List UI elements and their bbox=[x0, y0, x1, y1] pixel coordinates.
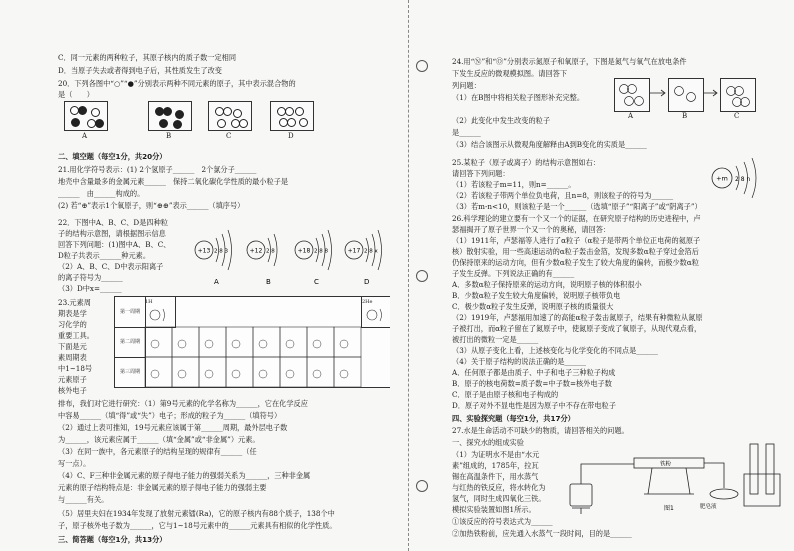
q23-line-6: 写一点）。 bbox=[58, 459, 91, 468]
q20-box-b bbox=[148, 101, 192, 131]
element-atom-sketch bbox=[340, 370, 348, 378]
q25-shells: 2 8 n bbox=[735, 176, 751, 183]
q22-line-5: （2）A、B、C、D中表示阳离子 bbox=[58, 262, 164, 271]
element-atom-sketch bbox=[286, 370, 294, 378]
q20-stem-cont: 是（ ） bbox=[58, 90, 94, 99]
element-atom-sketch bbox=[232, 340, 240, 348]
q22-shells-d: 2 8 x bbox=[364, 248, 378, 255]
q25-line-2: 请回答下列问题： bbox=[452, 169, 510, 178]
q23-line-3: （2）通过上表可推知，19号元素应该属于第______周期，最外层电子数 bbox=[58, 423, 288, 432]
element-atom-sketch bbox=[313, 340, 321, 348]
element-atom-sketch bbox=[178, 340, 186, 348]
q23-intro-6: 素周期表 bbox=[58, 353, 87, 362]
q23-intro-2: 期表是学 bbox=[58, 309, 87, 318]
q26-line-8: 子被打出，而α粒子留在了氮原子中，使氮原子变成了氧原子，从现代观点看， bbox=[452, 324, 702, 333]
element-atom-sketch bbox=[151, 340, 159, 348]
left-column bbox=[58, 0, 390, 551]
q23-intro-3: 习化学的 bbox=[58, 320, 87, 329]
q25-line-3: （1）若该粒子m=11，则n=______。 bbox=[452, 180, 576, 189]
q25-line-5: （3）若m-n<10，则该粒子是一个______（选填“原子”“阳离子”或“阴离子”） bbox=[452, 202, 702, 211]
q26-option-b: B．少数α粒子发生较大角度偏转，说明原子核带负电 bbox=[452, 291, 621, 300]
q22-line-3: 回答下列问题：(1)图中A、B、C、 bbox=[58, 240, 171, 249]
q23-intro-8: 元素原子 bbox=[58, 375, 87, 384]
q22-line-7: （3）D中x=______ bbox=[58, 284, 122, 293]
q26-line-6: 子发生反弹。下列说法正确的有______ bbox=[452, 269, 575, 278]
q24-line-4: （1）在B图中将相关粒子图形补充完整。 bbox=[452, 93, 585, 102]
element-atom-sketch bbox=[151, 370, 159, 378]
q25-line-1: 25.某粒子（原子或离子）的结构示意图如右： bbox=[452, 158, 600, 167]
q24-box-b bbox=[668, 78, 704, 112]
q26-opt2-b: B．原子的核电荷数=质子数=中子数=核外电子数 bbox=[452, 379, 612, 388]
q23-line-9: 与______有关。 bbox=[58, 495, 109, 504]
q21-line-1: 21.用化学符号表示：(1) 2个氢原子______ 2个氯分子______ bbox=[58, 165, 257, 174]
q26-opt2-c: C．原子是由原子核和电子构成的 bbox=[452, 390, 559, 399]
q26-option-c: C．极少数α粒子发生反弹，说明原子核的质量很大 bbox=[452, 302, 614, 311]
q21-line-4: (2) 若“⊕”表示1个氧原子，则“⊕⊕”表示______（填序号） bbox=[58, 201, 245, 210]
q24-line-3: 列问题： bbox=[452, 81, 481, 90]
q26-opt2-a: A．任何原子都是由质子、中子和电子三种粒子构成 bbox=[452, 368, 616, 377]
q26-line-2: 瑟福揭开了原子世界一个又一个的奥秘，请回答： bbox=[452, 225, 611, 234]
q26-option-a: A．多数α粒子保持原来的运动方向，说明原子核的体积很小 bbox=[452, 280, 642, 289]
q22-atom-a bbox=[195, 230, 232, 286]
element-atom-sketch bbox=[259, 340, 267, 348]
q22-line-2: 子的结构示意图，请根据图示信息 bbox=[58, 229, 166, 238]
arrow-icon bbox=[649, 88, 668, 98]
right-column bbox=[452, 0, 788, 551]
q23-intro-5: 下面是元 bbox=[58, 342, 87, 351]
q19-option-d: D．当原子失去或者得到电子后，其性质发生了改变 bbox=[58, 66, 222, 75]
q26-line-7: （2）1919年，卢瑟福用加速了的高能α粒子轰击氮原子，结果有种微粒从氮原 bbox=[452, 313, 703, 322]
section-3-heading: 三、简答题（每空1分，共13分） bbox=[58, 535, 167, 544]
q27-line-5: 锡在高温条件下，用水蒸气 bbox=[452, 472, 539, 481]
q20-label-b: B bbox=[166, 132, 172, 140]
q27-line-10: ②加热铁粉前，应先通入水蒸气一段时间，目的是______ bbox=[452, 529, 632, 538]
q23-line-2: 中容易______（填“得”或“失”）电子；形成的粒子为______（填符号） bbox=[58, 411, 282, 420]
q22-label-b: B bbox=[266, 278, 271, 286]
q22-label-a: A bbox=[214, 278, 219, 286]
q22-shells-b: 2 8 bbox=[266, 248, 275, 255]
q23-line-10: （5）居里夫妇在1934年发现了放射元素镭(Ra)，它的原子核内有88个质子，138个中 bbox=[58, 509, 335, 518]
q27-line-7: 氢气，同时生成四氧化三铁。 bbox=[452, 494, 546, 503]
q25-nucleus: +m bbox=[716, 174, 728, 183]
q25-atom-diagram bbox=[708, 158, 780, 198]
section-2-heading: 二、填空题（每空1分，共20分） bbox=[58, 152, 167, 161]
q27-line-4: 素”组成的，1785年，拉瓦 bbox=[452, 461, 539, 470]
q21-line-3: ______ 由______构成的。 bbox=[58, 189, 145, 198]
q22-shells-c: 2 8 8 bbox=[314, 248, 328, 255]
element-atom-sketch bbox=[205, 340, 213, 348]
q26-line-3: （1）1911年，卢瑟福等人进行了α粒子（α粒子是带两个单位正电荷的氦原子 bbox=[452, 236, 701, 245]
q23-intro-4: 重要工具。 bbox=[58, 331, 94, 340]
q24-box-c bbox=[720, 78, 756, 112]
q25-line-4: （2）若该粒子带两个单位负电荷，且n=8，则该粒子的符号为______ bbox=[452, 191, 674, 200]
q23-line-4: 为______，该元素应属于______（填“金属”或“非金属”）元素。 bbox=[58, 435, 260, 444]
element-atom-sketch bbox=[232, 370, 240, 378]
q23-intro-1: 23.元素周 bbox=[58, 298, 91, 307]
q24-line-1: 24.用“Ⓝ”和“Ⓞ”分别表示氮原子和氧原子，下图是氮气与氧气在放电条件 bbox=[452, 57, 687, 66]
fig-soap-label: 肥皂液 bbox=[700, 504, 717, 510]
q22-nucleus-a: +13 bbox=[197, 247, 211, 255]
q23-line-5: （3）在同一族中，各元素原子的结构呈现的规律有______（任 bbox=[58, 447, 257, 456]
q23-intro-7: 中1~18号 bbox=[58, 364, 93, 373]
q24-line-7: （3）结合该图示从微观角度解释由A到B变化的实质是______ bbox=[452, 140, 647, 149]
q22-nucleus-c: +18 bbox=[297, 247, 311, 255]
q27-line-8: 模拟实验装置如图1所示。 bbox=[452, 505, 536, 514]
q20-box-a bbox=[64, 101, 108, 131]
q22-atom-b bbox=[247, 234, 277, 286]
q27-line-3: （1）为证明水不是由“水元 bbox=[452, 450, 540, 459]
q23-line-8: 元素的原子结构特点是：非金属元素的原子得电子能力的强弱主要 bbox=[58, 483, 267, 492]
q26-line-11: （4）关于原子结构的说法正确的是______ bbox=[452, 357, 586, 366]
binding-hole bbox=[416, 480, 428, 492]
q21-line-2: 地壳中含量最多的金属元素______ 保持二氧化碳化学性质的最小粒子是 bbox=[58, 177, 289, 186]
periodic-table bbox=[114, 296, 390, 388]
q26-line-4: 核）散射实验，用一些高速运动的α粒子轰击金箔，发现多数α粒子穿过金箔后 bbox=[452, 247, 699, 256]
q22-atom-c bbox=[295, 230, 332, 286]
q20-label-d: D bbox=[288, 132, 294, 140]
q24-line-2: 下发生反应的微观模拟图。请回答下 bbox=[452, 69, 568, 78]
q27-line-9: ①该反应的符号表达式为______ bbox=[452, 517, 553, 526]
q20-stem: 20．下列各图中“○”“●”分别表示两种不同元素的原子，其中表示混合物的 bbox=[58, 79, 296, 88]
q22-label-c: C bbox=[314, 278, 319, 286]
binding-holes bbox=[410, 0, 434, 551]
binding-hole bbox=[416, 270, 428, 282]
element-atom-sketch bbox=[178, 370, 186, 378]
q24-label-a: A bbox=[628, 112, 634, 120]
q24-label-b: B bbox=[682, 112, 688, 120]
q24-label-c: C bbox=[734, 112, 740, 120]
q22-label-d: D bbox=[364, 278, 370, 286]
q22-line-4: D粒子共表示______种元素。 bbox=[58, 251, 151, 260]
fig-1-caption: 图1 bbox=[664, 505, 674, 512]
q24-line-6: 是______ bbox=[452, 128, 481, 137]
q22-atom-diagrams bbox=[190, 222, 390, 288]
section-4-heading: 四、实验探究题（每空1分，共17分） bbox=[452, 414, 575, 423]
q19-option-c: C．同一元素的两种粒子，其原子核内的质子数一定相同 bbox=[58, 53, 237, 62]
q27-line-2: 一、探究水的组成实验 bbox=[452, 438, 524, 447]
q27-line-1: 27.水是生命活动不可缺少的物质，请回答相关的问题。 bbox=[452, 426, 629, 435]
q20-box-d bbox=[270, 101, 314, 131]
q22-line-1: 22．下图中A、B、C、D是四种粒 bbox=[58, 218, 168, 227]
q24-box-a bbox=[614, 78, 650, 112]
fig-iron-powder-label: 铁粉 bbox=[660, 461, 672, 468]
q23-intro-9: 核外电子 bbox=[58, 386, 87, 395]
q20-label-c: C bbox=[226, 132, 232, 140]
q26-line-5: 仍保持原来的运动方向，但有少数α粒子发生了较大角度的偏转，而极少数α粒 bbox=[452, 258, 699, 267]
q23-line-7: （4）C、F三种非金属元素的原子得电子能力的强弱关系为______，三种非金属 bbox=[58, 471, 311, 480]
q26-line-1: 26.科学理论的建立要有一个又一个的证据，在研究原子结构的历史进程中，卢 bbox=[452, 214, 701, 223]
element-atom-sketch bbox=[340, 340, 348, 348]
q24-line-5: （2）此变化中发生改变的粒子 bbox=[452, 116, 551, 125]
q26-line-10: （3）从原子变化上看，上述核变化与化学变化的不同点是______ bbox=[452, 346, 658, 355]
q22-line-6: 的离子符号为______ bbox=[58, 273, 123, 282]
q26-line-9: 被打出的微粒一定是______ bbox=[452, 335, 539, 344]
q22-shells-a: 2 8 3 bbox=[214, 248, 228, 255]
periodic-table-cells bbox=[115, 297, 390, 387]
element-h-label: 1H bbox=[145, 299, 153, 305]
element-atom-sketch bbox=[286, 340, 294, 348]
q22-nucleus-d: +17 bbox=[347, 247, 361, 255]
apparatus-figure bbox=[564, 434, 784, 516]
binding-hole bbox=[416, 60, 428, 72]
q26-opt2-d: D．原子对外不显电性是因为原子中不存在带电粒子 bbox=[452, 401, 616, 410]
period-3-label: 第三周期 bbox=[115, 357, 146, 387]
q23-line-1: 排布，我们对它进行研究：（1）第9号元素的化学名称为______，它在化学反应 bbox=[58, 399, 308, 408]
period-1-label: 第一周期 bbox=[115, 297, 146, 328]
element-atom-sketch bbox=[259, 370, 267, 378]
element-atom-sketch bbox=[205, 370, 213, 378]
q27-line-6: 与红热的铁反应，将水转化为 bbox=[452, 483, 546, 492]
q22-atom-d bbox=[345, 230, 382, 286]
q20-box-c bbox=[208, 101, 252, 131]
element-he-label: 2He bbox=[362, 299, 373, 305]
q20-label-a: A bbox=[82, 132, 88, 140]
period-2-label: 第二周期 bbox=[115, 327, 146, 358]
element-atom-sketch bbox=[313, 370, 321, 378]
q22-nucleus-b: +12 bbox=[249, 247, 263, 255]
q23-line-11: 子，原子核外电子数为______，它与1~18号元素中的______元素具有相似的化学性质。 bbox=[58, 521, 337, 530]
arrow-icon bbox=[703, 88, 720, 98]
